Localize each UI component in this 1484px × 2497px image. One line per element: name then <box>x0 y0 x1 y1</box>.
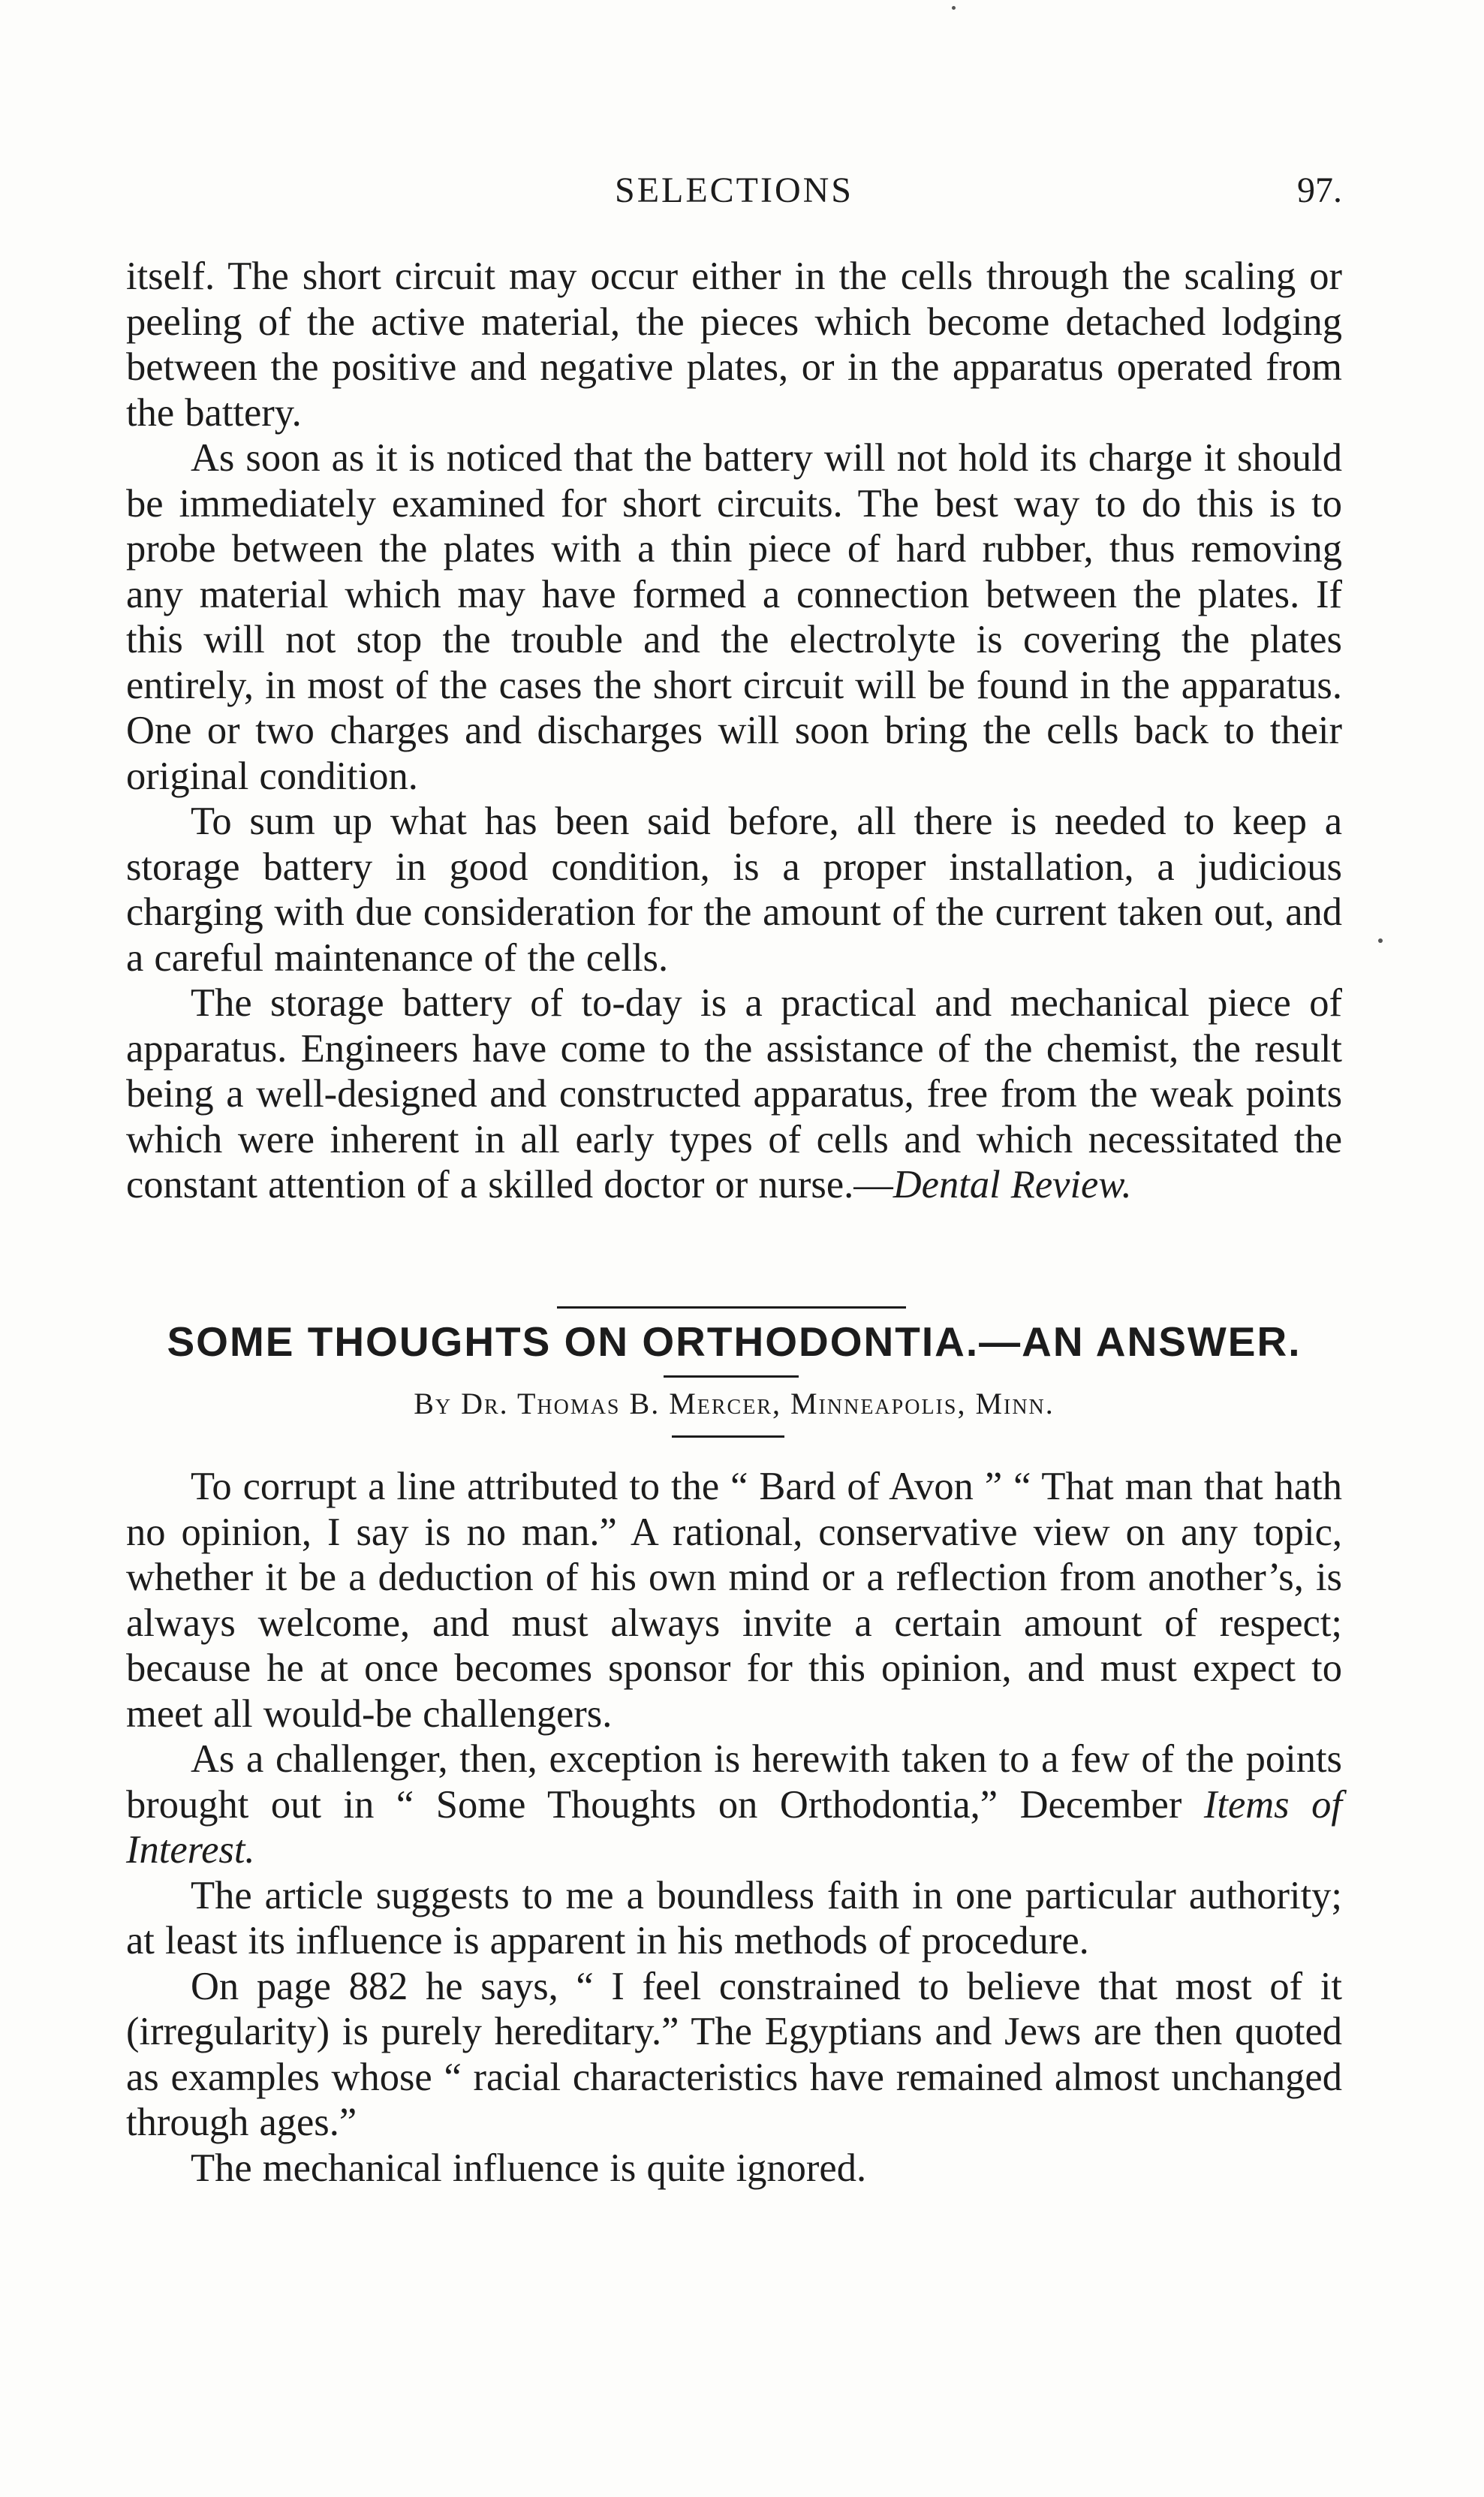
paragraph: To sum up what has been said before, all there is needed to keep a storage battery in good condition, is a proper installation, a judicious charging with due consideration for the amount of the current taken out, and a careful maintenance of the cells. <box>126 800 1342 980</box>
paragraph: The mechanical influence is quite ignored. <box>191 2146 867 2190</box>
title-underline <box>664 1375 799 1378</box>
paragraph <box>126 980 1342 1208</box>
previous-article-text <box>126 254 1342 1208</box>
running-head <box>126 167 1342 219</box>
source-citation: Dental Review. <box>893 1163 1132 1206</box>
source-citation: Items of Interest. <box>126 1782 1343 1872</box>
page-number: 97. <box>1297 170 1342 210</box>
paragraph: As soon as it is noticed that the battery will not hold its charge it should be immediately examined for short circuits. The best way to do this is to probe between the plates with a thin piece of hard rubber, thus removing any material which may have formed a connection between the plates. If this will not stop the trouble and the electrolyte is covering the plates entirely, in most of the cases the short circuit will be found in the apparatus. One or two charges and discharges will soon bring the cells back to their original condition. <box>126 436 1342 798</box>
byline-divider <box>672 1435 784 1438</box>
print-speck <box>952 6 956 10</box>
paragraph: The article suggests to me a boundless faith in one particular authority; at least its influence is apparent in his methods of procedure. <box>126 1873 1342 1962</box>
running-title: SELECTIONS <box>615 170 853 210</box>
article-body <box>126 1464 1342 2191</box>
paragraph-text: As a challenger, then, exception is herewith taken to a few of the points brought out in “ Some Thoughts on Orthodontia,” December <box>126 1737 1342 1827</box>
print-speck <box>1378 938 1383 943</box>
paragraph-text: The storage battery of to-day is a practical and mechanical piece of apparatus. Engineers have come to the assistance of the chemist, the result being a well-designed and constructed apparatus, free from the weak points which were inherent in all early types of cells and which necessitated the constant attention of a skilled doctor or nurse.— <box>126 981 1342 1206</box>
section-divider <box>557 1306 906 1309</box>
paragraph: On page 882 he says, “ I feel constrained to believe that most of it (irregularity) is purely hereditary.” The Egyptians and Jews are then quoted as examples whose “ racial characteristics have remained almost unchanged through ages.” <box>126 1964 1342 2144</box>
article-title: SOME THOUGHTS ON ORTHODONTIA.—AN ANSWER. <box>167 1318 1302 1365</box>
author-byline: By Dr. Thomas B. Mercer, Minneapolis, Minn. <box>414 1387 1055 1420</box>
paragraph: itself. The short circuit may occur either in the cells through the scaling or peeling of the active material, the pieces which become detached lodging between the positive and negative plates, or in the apparatus operated from the battery. <box>126 255 1342 435</box>
paragraph <box>126 1736 1342 1873</box>
paragraph: To corrupt a line attributed to the “ Bard of Avon ” “ That man that hath no opinion, I say is no man.” A rational, conservative view on any topic, whether it be a deduction of his own mind or a reflection from another’s, is always welcome, and must always invite a certain amount of respect; because he at once becomes sponsor for this opinion, and must expect to meet all would-be challengers. <box>126 1465 1342 1736</box>
